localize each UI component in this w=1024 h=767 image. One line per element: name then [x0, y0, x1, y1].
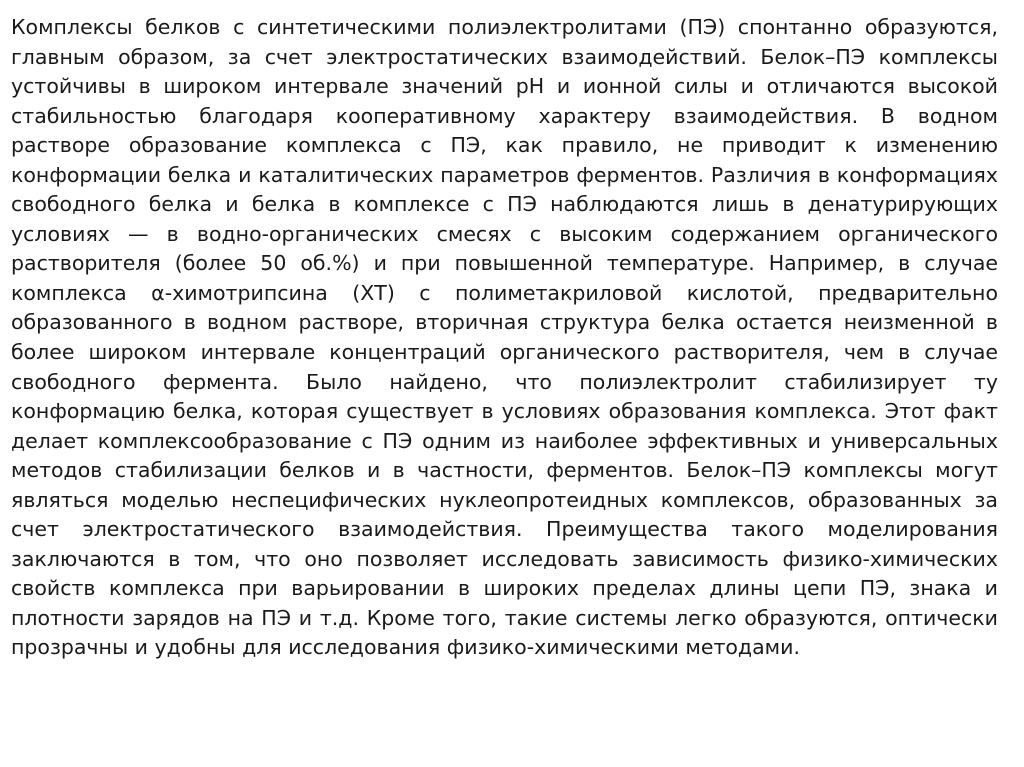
text-line: делает комплексообразование с ПЭ одним из наиболее эффективных и универсальных [11, 428, 998, 453]
text-line: свободного фермента. Было найдено, что полиэлектролит стабилизирует ту [11, 369, 998, 394]
text-line: более широком интервале концентраций органического растворителя, чем в случае [11, 340, 998, 365]
text-line: Комплексы белков с синтетическими полиэлектролитами (ПЭ) спонтанно образуются, [11, 15, 998, 39]
text-line: комплекса α-химотрипсина (ХТ) с полиметакриловой кислотой, предварительно [11, 280, 998, 305]
text-line: плотности зарядов на ПЭ и т.д. Кроме того, такие системы легко образуются, оптически [11, 605, 998, 630]
text-line: заключаются в том, что оно позволяет исследовать зависимость физико-химических [11, 546, 998, 571]
text-line: конформацию белка, которая существует в условиях образования комплекса. Этот факт [11, 399, 998, 424]
text-line: методов стабилизации белков и в частности, ферментов. Белок–ПЭ комплексы могут [11, 458, 998, 483]
text-line: растворе образование комплекса с ПЭ, как правило, не приводит к изменению [11, 133, 998, 158]
text-line: главным образом, за счет электростатических взаимодействий. Белок–ПЭ комплексы [11, 44, 998, 69]
text-line: устойчивы в широком интервале значений рН и ионной силы и отличаются высокой [11, 74, 998, 99]
text-line: стабильностью благодаря кооперативному характеру взаимодействия. В водном [11, 103, 998, 128]
text-line: конформации белка и каталитических параметров ферментов. Различия в конформациях [11, 162, 998, 187]
text-line: свободного белка и белка в комплексе с ПЭ наблюдаются лишь в денатурирующих [11, 192, 998, 217]
text-line: счет электростатического взаимодействия. Преимущества такого моделирования [11, 517, 998, 542]
text-line: образованного в водном растворе, вторичная структура белка остается неизменной в [11, 310, 998, 335]
text-line: условиях — в водно-органических смесях с высоким содержанием органического [11, 221, 998, 246]
text-line: свойств комплекса при варьировании в широких пределах длины цепи ПЭ, знака и [11, 576, 998, 601]
text-line: растворителя (более 50 об.%) и при повышенной температуре. Например, в случае [11, 251, 998, 276]
text-line: являться моделью неспецифических нуклеопротеидных комплексов, образованных за [11, 487, 998, 512]
text-line: прозрачны и удобны для исследования физико-химическими методами. [11, 635, 800, 660]
body-paragraph [11, 13, 998, 663]
